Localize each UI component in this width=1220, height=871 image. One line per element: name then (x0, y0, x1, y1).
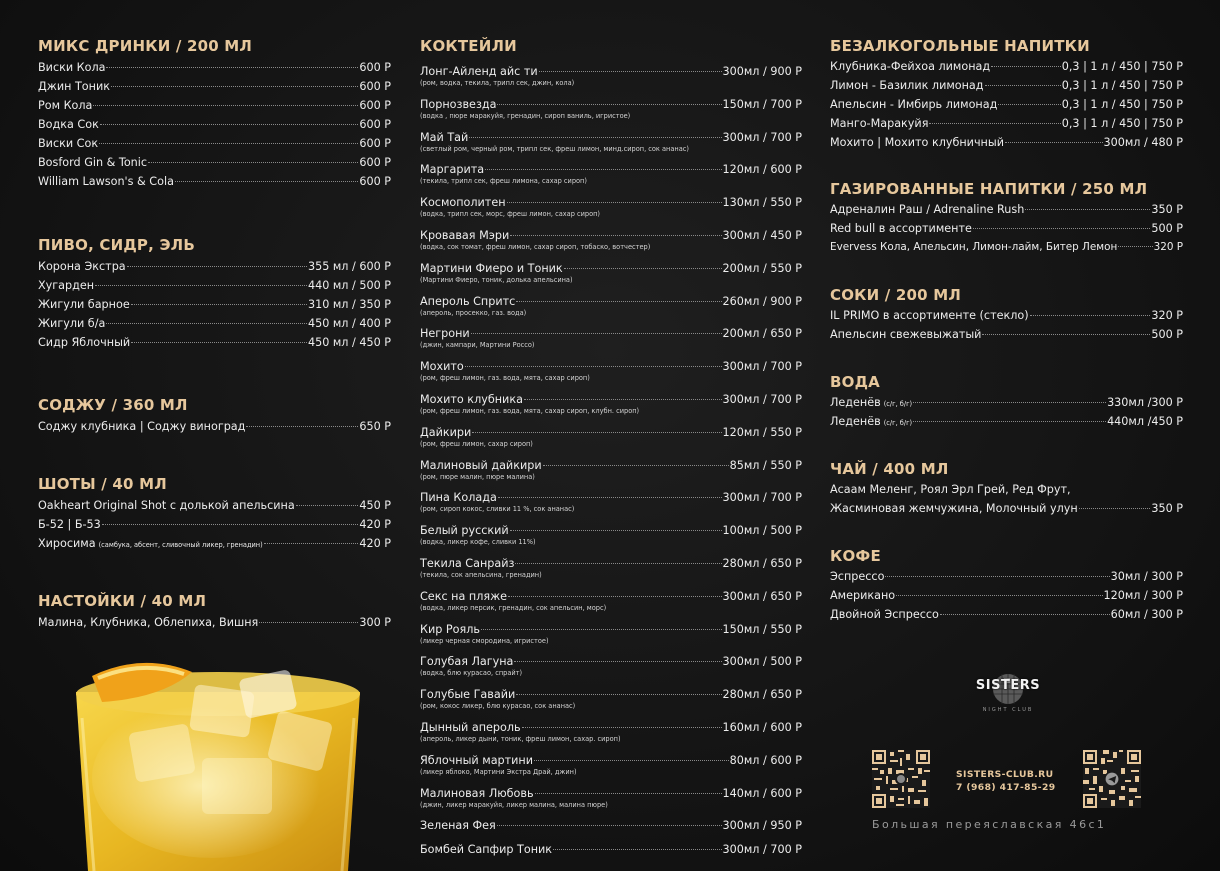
phone-number[interactable]: 7 (968) 417-85-29 (956, 782, 1056, 793)
cocktail-item (420, 752, 802, 785)
cocktail-item (420, 96, 802, 129)
item-name: Апельсин свежевыжатый (830, 328, 982, 341)
item-description: (водка, блю курасао, спрайт) (420, 669, 523, 678)
item-name: Мохито клубника (420, 392, 523, 406)
section-title: СОКИ / 200 МЛ (830, 286, 962, 304)
item-list (830, 57, 1183, 152)
item-price: 600 Р (359, 99, 391, 112)
menu-item (830, 393, 1183, 412)
section-title: ПИВО, СИДР, ЭЛЬ (38, 236, 195, 254)
cocktail-item (420, 227, 802, 260)
section-title: КОКТЕЙЛИ (420, 37, 517, 55)
section-title: БЕЗАЛКОГОЛЬНЫЕ НАПИТКИ (830, 37, 1090, 55)
qr-code-icon[interactable] (1083, 750, 1141, 808)
item-price: 600 Р (359, 175, 391, 188)
item-name: Голубые Гавайи (420, 688, 516, 702)
item-description: (текила, трипл сек, фреш лимона, сахар сироп) (420, 177, 587, 186)
item-price: 600 Р (359, 156, 391, 169)
item-description: (водка, сок томат, фреш лимон, сахар сироп, тобаско, вотчестер) (420, 242, 651, 251)
item-price: 440 мл / 500 Р (307, 279, 391, 292)
item-name: Б-52 | Б-53 (38, 518, 101, 531)
item-price: 320 Р (1151, 309, 1183, 322)
item-price: 300мл / 700 Р (722, 491, 802, 505)
item-description: (джин, кампари, Мартини Россо) (420, 341, 535, 350)
menu-item (38, 333, 391, 352)
item-price: 140мл / 600 Р (722, 786, 802, 800)
menu-item (830, 219, 1183, 238)
cocktail-item (420, 817, 802, 841)
section-title: КОФЕ (830, 547, 881, 565)
cocktail-item (420, 785, 802, 818)
item-name: Жигули барное (38, 298, 130, 311)
item-name: Адреналин Раш / Adrenaline Rush (830, 203, 1025, 216)
item-price: 350 Р (1151, 502, 1183, 515)
item-price: 150мл / 550 Р (722, 622, 802, 636)
cocktail-item (420, 63, 802, 96)
contact-info (956, 768, 1056, 794)
item-name: Клубника-Фейхоа лимонад (830, 60, 991, 73)
item-description: (апероль, просекко, газ. вода) (420, 308, 527, 317)
item-name: Асаам Меленг, Роял Эрл Грей, Ред Фрут, (830, 483, 1071, 496)
item-price: 600 Р (359, 80, 391, 93)
menu-item (830, 306, 1183, 325)
cocktail-item (420, 588, 802, 621)
item-list (38, 613, 391, 632)
item-price: 0,3 | 1 л / 450 | 750 Р (1061, 79, 1183, 92)
section-title: МИКС ДРИНКИ / 200 МЛ (38, 37, 253, 55)
item-price: 300мл / 700 Р (722, 360, 802, 374)
item-name: Соджу клубника | Соджу виноград (38, 420, 246, 433)
menu-item (38, 96, 391, 115)
column-middle (420, 36, 802, 861)
section-beer (38, 235, 391, 352)
item-list (38, 257, 391, 352)
cocktail-item (420, 522, 802, 555)
menu-item (38, 58, 391, 77)
item-price: 130мл / 550 Р (722, 196, 802, 210)
menu-item (38, 276, 391, 295)
section-tea (830, 459, 1183, 518)
brand-subtitle: NIGHT CLUB (982, 707, 1034, 713)
item-price: 600 Р (359, 137, 391, 150)
item-name: Негрони (420, 327, 470, 341)
item-description: (ром, сироп кокос, сливки 11 %, сок ананас) (420, 505, 575, 514)
item-note: (с/г, б/г) (883, 419, 913, 427)
item-price: 120мл / 300 Р (1103, 589, 1183, 602)
item-price: 300мл / 650 Р (722, 589, 802, 603)
section-title: СОДЖУ / 360 МЛ (38, 396, 188, 414)
item-description: (ликер черная смородина, игристое) (420, 636, 549, 645)
section-title: ШОТЫ / 40 МЛ (38, 475, 167, 493)
item-price: 450 Р (359, 499, 391, 512)
menu-item (830, 95, 1183, 114)
item-name: Голубая Лагуна (420, 655, 514, 669)
item-price: 120мл / 600 Р (722, 163, 802, 177)
item-price: 300мл / 500 Р (722, 655, 802, 669)
column-right (830, 36, 1183, 624)
menu-item (38, 134, 391, 153)
item-description: (ром, фреш лимон, газ. вода, мята, сахар сироп) (420, 374, 590, 383)
item-price: 300мл / 700 Р (722, 392, 802, 406)
item-price: 330мл /300 Р (1107, 396, 1183, 409)
section-shots (38, 474, 391, 553)
item-price: 260мл / 900 Р (722, 294, 802, 308)
item-name: Мохито (420, 360, 464, 374)
item-price: 300мл / 900 Р (722, 65, 802, 78)
item-price: 450 мл / 400 Р (307, 317, 391, 330)
section-coffee (830, 546, 1183, 624)
cocktail-item (420, 457, 802, 490)
item-name: Порнозвезда (420, 97, 497, 111)
item-name: Эспрессо (830, 570, 885, 583)
menu-item (38, 153, 391, 172)
item-price: 600 Р (359, 118, 391, 131)
item-price: 420 Р (359, 518, 391, 531)
item-description: (водка, ликер персик, гренадин, сок апельсин, морс) (420, 603, 607, 612)
item-name: Двойной Эспрессо (830, 608, 939, 621)
item-list (830, 200, 1183, 257)
item-name: Виски Кола (38, 61, 106, 74)
item-price: 0,3 | 1 л / 450 | 750 Р (1061, 117, 1183, 130)
cocktail-item (420, 719, 802, 752)
item-name: Апельсин - Имбирь лимонад (830, 98, 998, 111)
item-name: Бомбей Сапфир Тоник (420, 842, 553, 856)
item-name: Виски Сок (38, 137, 99, 150)
item-name: Джин Тоник (38, 80, 110, 93)
item-description: (ром, кокос ликер, блю курасао, сок ананас) (420, 702, 576, 711)
item-price: 0,3 | 1 л / 450 | 750 Р (1061, 60, 1183, 73)
item-name: Кровавая Мэри (420, 228, 510, 242)
item-description: (водка, трипл сек, морс, фреш лимон, сахар сироп) (420, 210, 600, 219)
menu-item (830, 133, 1183, 152)
item-name: Лимон - Базилик лимонад (830, 79, 984, 92)
menu-item (830, 567, 1183, 586)
section-mix-drinks (38, 36, 391, 191)
item-price: 650 Р (359, 420, 391, 433)
item-name: Дынный апероль (420, 720, 521, 734)
brand-logo (958, 678, 1058, 713)
section-tinctures (38, 591, 391, 632)
item-price: 500 Р (1151, 328, 1183, 341)
item-list (830, 567, 1183, 624)
item-price: 100мл / 500 Р (722, 524, 802, 538)
item-price: 120мл / 550 Р (722, 425, 802, 439)
item-name: Апероль Спритс (420, 294, 516, 308)
item-price: 450 мл / 450 Р (307, 336, 391, 349)
item-name: Зеленая Фея (420, 819, 496, 833)
item-name: Кир Рояль (420, 622, 480, 636)
item-list (830, 480, 1183, 518)
item-price: 300мл / 700 Р (722, 130, 802, 144)
cocktail-list (420, 63, 802, 861)
qr-code-icon[interactable] (872, 750, 930, 808)
item-name: Секс на пляже (420, 589, 508, 603)
tea-line (830, 480, 1183, 499)
section-title: ГАЗИРОВАННЫЕ НАПИТКИ / 250 МЛ (830, 180, 1148, 198)
menu-item (38, 613, 391, 632)
section-title: НАСТОЙКИ / 40 МЛ (38, 592, 207, 610)
menu-item (38, 295, 391, 314)
item-name: Малиновый дайкири (420, 458, 542, 472)
item-price: 80мл / 600 Р (729, 753, 802, 767)
item-price: 150мл / 700 Р (722, 97, 802, 111)
item-name: Жасминовая жемчужина, Молочный улун (830, 502, 1078, 515)
item-name: Малиновая Любовь (420, 786, 534, 800)
cocktail-item (420, 653, 802, 686)
item-name: Хугарден (38, 279, 95, 292)
menu-item (38, 496, 391, 515)
cocktail-item (420, 424, 802, 457)
menu-item (38, 257, 391, 276)
menu-item (830, 76, 1183, 95)
item-name: Май Тай (420, 130, 469, 144)
item-price: 355 мл / 600 Р (307, 260, 391, 273)
item-name: Пина Колада (420, 491, 497, 505)
item-name: Леденёв (830, 396, 881, 409)
cocktail-item (420, 194, 802, 227)
cocktail-item (420, 358, 802, 391)
item-description: (Мартини Фиеро, тоник, долька апельсина) (420, 275, 573, 284)
section-juices (830, 285, 1183, 344)
item-description: (ром, пюре малин, пюре малина) (420, 472, 535, 481)
item-name: Мохито | Мохито клубничный (830, 136, 1004, 149)
cocktail-item (420, 391, 802, 424)
item-description: (светлый ром, черный ром, трипл сек, фреш лимон, минд.сироп, сок ананас) (420, 144, 689, 153)
section-soju (38, 395, 391, 436)
item-note: (самбука, абсент, сливочный ликер, гренадин) (98, 541, 263, 549)
item-price: 350 Р (1151, 203, 1183, 216)
item-price: 300мл / 450 Р (722, 228, 802, 242)
menu-item (830, 325, 1183, 344)
menu-item (38, 77, 391, 96)
item-price: 500 Р (1151, 222, 1183, 235)
item-list (38, 58, 391, 191)
item-price: 310 мл / 350 Р (307, 298, 391, 311)
item-price: 300 Р (359, 616, 391, 629)
item-name: Лонг-Айленд айс ти (420, 65, 538, 78)
item-price: 200мл / 650 Р (722, 327, 802, 341)
menu-item (38, 172, 391, 191)
item-price: 300мл / 950 Р (722, 819, 802, 833)
cocktail-item (420, 555, 802, 588)
cocktail-item (420, 489, 802, 522)
item-name: William Lawson's & Cola (38, 175, 174, 188)
item-name: Корона Экстра (38, 260, 126, 273)
item-price: 200мл / 550 Р (722, 261, 802, 275)
item-name: Дайкири (420, 425, 472, 439)
menu-item (830, 114, 1183, 133)
item-price: 85мл / 550 Р (729, 458, 802, 472)
item-name: Жигули б/а (38, 317, 106, 330)
item-price: 280мл / 650 Р (722, 688, 802, 702)
item-price: 0,3 | 1 л / 450 | 750 Р (1061, 98, 1183, 111)
item-name: Космополитен (420, 196, 506, 210)
item-description: (водка, ликер кофе, сливки 11%) (420, 538, 536, 547)
menu-item (38, 534, 391, 553)
item-price: 60мл / 300 Р (1110, 608, 1183, 621)
item-price: 300мл / 480 Р (1103, 136, 1183, 149)
menu-item (830, 586, 1183, 605)
item-price: 30мл / 300 Р (1110, 570, 1183, 583)
cocktail-item (420, 325, 802, 358)
item-name: Ром Кола (38, 99, 93, 112)
menu-item (38, 515, 391, 534)
item-name: Яблочный мартини (420, 753, 534, 767)
cocktail-item (420, 841, 802, 861)
address: Большая переяславская 46с1 (872, 818, 1107, 831)
item-price: 440мл /450 Р (1107, 415, 1183, 428)
menu-item (830, 57, 1183, 76)
item-price: 320 Р (1153, 241, 1183, 253)
section-water (830, 372, 1183, 431)
item-price: 600 Р (359, 61, 391, 74)
menu-item (38, 115, 391, 134)
menu-item (38, 314, 391, 333)
item-name: Evervess Кола, Апельсин, Лимон-лайм, Битер Лемон (830, 241, 1118, 253)
section-soda (830, 179, 1183, 257)
item-name: Сидр Яблочный (38, 336, 131, 349)
item-name: Американо (830, 589, 896, 602)
section-title: ВОДА (830, 373, 880, 391)
item-name: Малина, Клубника, Облепиха, Вишня (38, 616, 259, 629)
section-soft-drinks (830, 36, 1183, 152)
item-name: Текила Санрайз (420, 556, 515, 570)
menu-item (830, 200, 1183, 219)
item-price: 420 Р (359, 537, 391, 550)
item-description: (ром, фреш лимон, газ. вода, мята, сахар сироп, клубн. сироп) (420, 406, 640, 415)
item-name: Мартини Фиеро и Тоник (420, 261, 563, 275)
item-name: Водка Сок (38, 118, 99, 131)
item-name: Манго-Маракуйя (830, 117, 929, 130)
item-price: 160мл / 600 Р (722, 720, 802, 734)
website-link[interactable]: SISTERS-CLUB.RU (956, 769, 1054, 780)
cocktail-item (420, 293, 802, 326)
item-price: 280мл / 650 Р (722, 556, 802, 570)
item-description: (ром, фреш лимон, сахар сироп) (420, 439, 533, 448)
item-name: Хиросима (38, 537, 96, 550)
item-name: IL PRIMO в ассортименте (стекло) (830, 309, 1029, 322)
item-list (38, 496, 391, 553)
item-list (830, 393, 1183, 431)
cocktail-glass-image (72, 658, 364, 871)
menu-item (38, 417, 391, 436)
cocktail-item (420, 129, 802, 162)
item-name: Red bull в ассортименте (830, 222, 972, 235)
item-note: (с/г, б/г) (883, 400, 913, 408)
item-price: 300мл / 700 Р (722, 842, 802, 856)
menu-item (830, 412, 1183, 431)
item-description: (джин, ликер маракуйя, ликер малина, малина пюре) (420, 800, 608, 809)
menu-item (830, 499, 1183, 518)
item-name: Маргарита (420, 163, 485, 177)
cocktail-item (420, 621, 802, 654)
item-name: Oakheart Original Shot с долькой апельсина (38, 499, 295, 512)
cocktail-item (420, 260, 802, 293)
section-title: ЧАЙ / 400 МЛ (830, 460, 949, 478)
item-description: (текила, сок апельсина, гренадин) (420, 570, 542, 579)
item-name: Белый русский (420, 524, 509, 538)
menu-item (830, 605, 1183, 624)
cocktail-item (420, 161, 802, 194)
item-description: (водка , пюре маракуйя, гренадин, сироп ваниль, игристое) (420, 111, 631, 120)
item-name: Леденёв (830, 415, 881, 428)
brand-name: SISTERS (975, 678, 1041, 693)
cocktail-item (420, 686, 802, 719)
column-left (38, 36, 391, 632)
item-description: (апероль, ликер дыни, тоник, фреш лимон, сахар. сироп) (420, 734, 621, 743)
item-description: (ликер яблоко, Мартини Экстра Драй, джин) (420, 767, 577, 776)
item-description: (ром, водка, текила, трипл сек, джин, кола) (420, 79, 575, 87)
item-name: Bosford Gin & Tonic (38, 156, 148, 169)
menu-item (830, 238, 1183, 257)
item-list (38, 417, 391, 436)
item-list (830, 306, 1183, 344)
